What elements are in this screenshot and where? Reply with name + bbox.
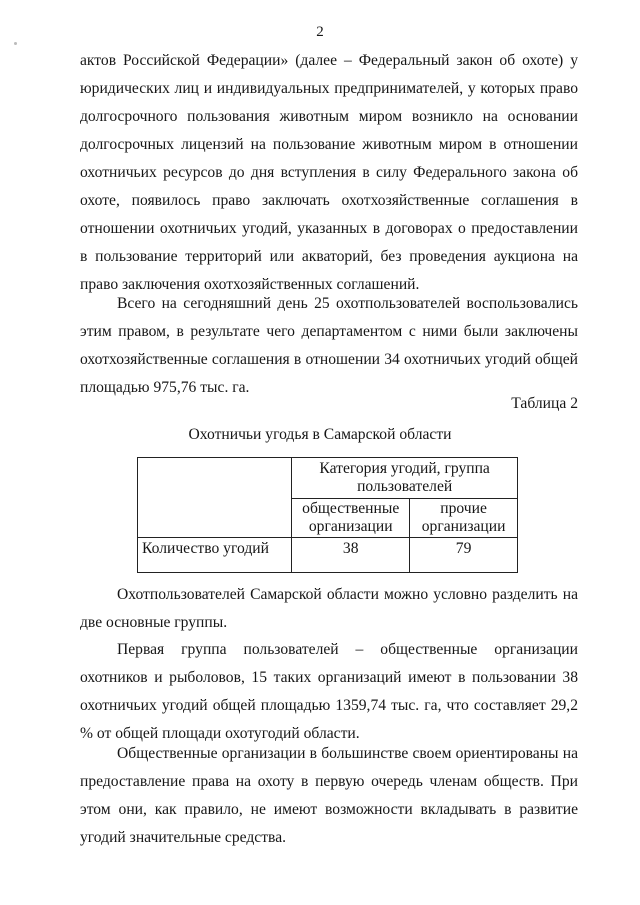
table-row [138, 538, 518, 573]
table-col-header-public: общественные организации [292, 499, 410, 538]
paragraph-continuation [80, 47, 578, 299]
paragraph-text: актов Российской Федерации» (далее – Федеральный закон об охоте) у юридических лиц и индивидуальных предпринимателей, у которых право долгосрочного пользования животным миром возникло на основании долгосрочных лицензий на пользование животным миром в отношении охотничьих ресурсов до дня вступления в силу Федерального закона об охоте, появилось право заключать охотхозяйственные соглашения в отношении охотничьих угодий, указанных в договорах о предоставлении в пользование территорий или акваторий, без проведения аукциона на право заключения охотхозяйственных соглашений. [80, 52, 578, 293]
table-group-header: Категория угодий, группа пользователей [292, 458, 518, 499]
scan-speck [14, 42, 17, 45]
table-cell-public-count: 38 [292, 538, 410, 573]
paragraph-text: Всего на сегодняшний день 25 охотпользователей воспользовались этим правом, в результате чего департаментом с ними были заключены охотхозяйственные соглашения в отношении 34 охотничьих угодий общей площадью 975,76 тыс. га. [80, 295, 578, 396]
paragraph-public-orgs [80, 740, 578, 852]
paragraph-text: Первая группа пользователей – общественные организации охотников и рыболовов, 15 таких организаций имеют в пользовании 38 охотничьих угодий общей площадью 1359,74 тыс. га, что составляет 29,2 % от общей площади охотугодий области. [80, 641, 578, 742]
table-label: Таблица 2 [511, 395, 578, 412]
table-row-label: Количество угодий [138, 538, 292, 573]
table-header-row [138, 458, 518, 499]
table-col-header-other: прочие организации [410, 499, 518, 538]
hunting-grounds-table [137, 457, 518, 573]
page-number: 2 [316, 24, 324, 40]
table-title: Охотничьи угодья в Самарской области [188, 426, 452, 443]
table-cell-other-count: 79 [410, 538, 518, 573]
table-corner-cell [138, 458, 292, 538]
paragraph-agreements [80, 290, 578, 402]
paragraph-first-group [80, 636, 578, 748]
paragraph-text: Охотпользователей Самарской области можно условно разделить на две основные группы. [80, 586, 578, 631]
paragraph-text: Общественные организации в большинстве своем ориентированы на предоставление права на охоту в первую очередь членам обществ. При этом они, как правило, не имеют возможности вкладывать в развитие угодий значительные средства. [80, 745, 578, 846]
paragraph-groups [80, 581, 578, 637]
